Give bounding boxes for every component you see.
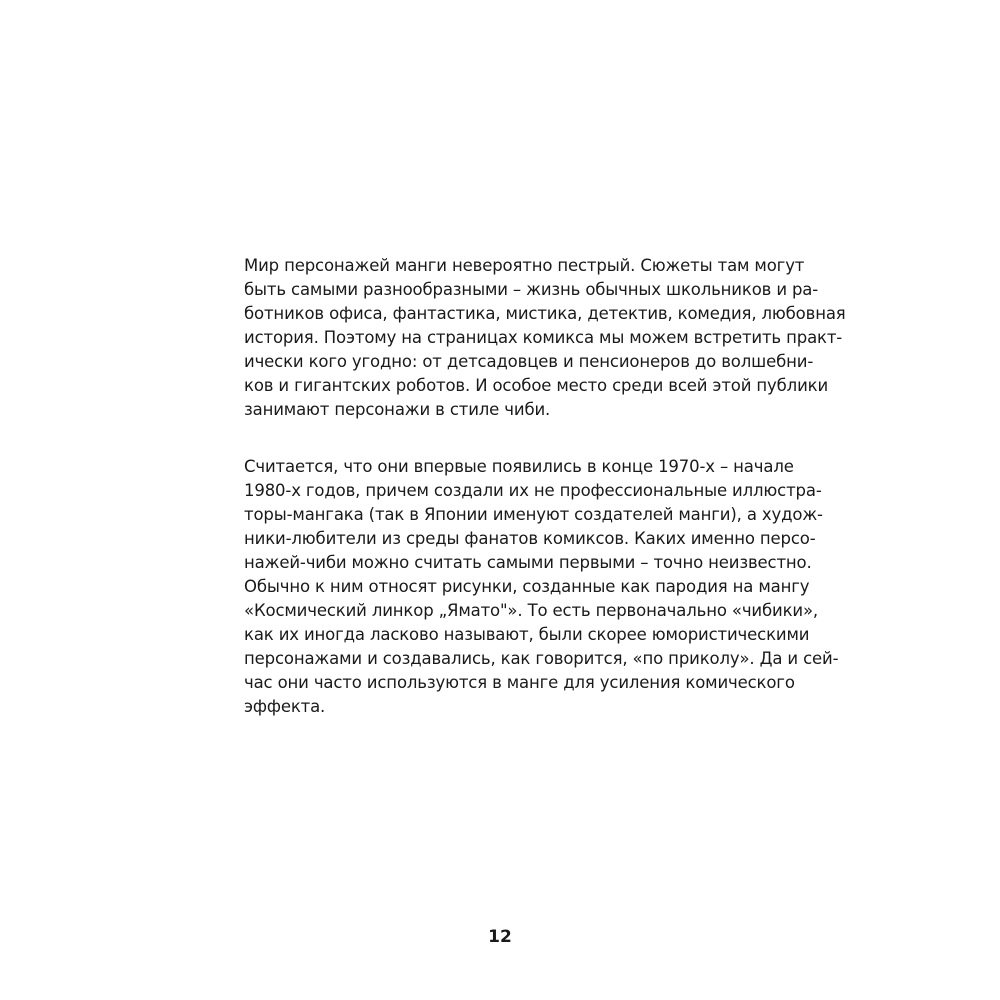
text-line: 1980-х годов, причем создали их не профессиональные иллюстра- (244, 481, 822, 500)
text-line: история. Поэтому на страницах комикса мы можем встретить практ- (244, 328, 843, 347)
text-line: занимают персонажи в стиле чиби. (244, 400, 551, 419)
paragraph-2 (244, 455, 839, 719)
text-line: ники-любители из среды фанатов комиксов. Каких именно персо- (244, 529, 816, 548)
text-line: нажей-чиби можно считать самыми первыми – точно неизвестно. (244, 553, 812, 572)
page-number: 12 (488, 927, 512, 947)
text-line: Считается, что они впервые появились в конце 1970-х – начале (244, 457, 794, 476)
text-line: персонажами и создавались, как говорится, «по приколу». Да и сей- (244, 649, 839, 668)
text-line: ботников офиса, фантастика, мистика, детектив, комедия, любовная (244, 304, 846, 323)
body-text (244, 254, 846, 719)
text-line: торы-мангака (так в Японии именуют создателей манги), а худож- (244, 505, 823, 524)
text-line: как их иногда ласково называют, были скорее юмористическими (244, 625, 810, 644)
text-line: эффекта. (244, 697, 326, 716)
text-line: «Космический линкор „Ямато"». То есть первоначально «чибики», (244, 601, 819, 620)
text-line: ков и гигантских роботов. И особое место среди всей этой публики (244, 376, 829, 395)
text-line: Мир персонажей манги невероятно пестрый. Сюжеты там могут (244, 256, 805, 275)
text-line: Обычно к ним относят рисунки, созданные как пародия на мангу (244, 577, 810, 596)
paragraph-1 (244, 254, 846, 422)
text-line: быть самыми разнообразными – жизнь обычных школьников и ра- (244, 280, 819, 299)
text-line: час они часто используются в манге для усиления комического (244, 673, 795, 692)
text-line: ически кого угодно: от детсадовцев и пенсионеров до волшебни- (244, 352, 814, 371)
